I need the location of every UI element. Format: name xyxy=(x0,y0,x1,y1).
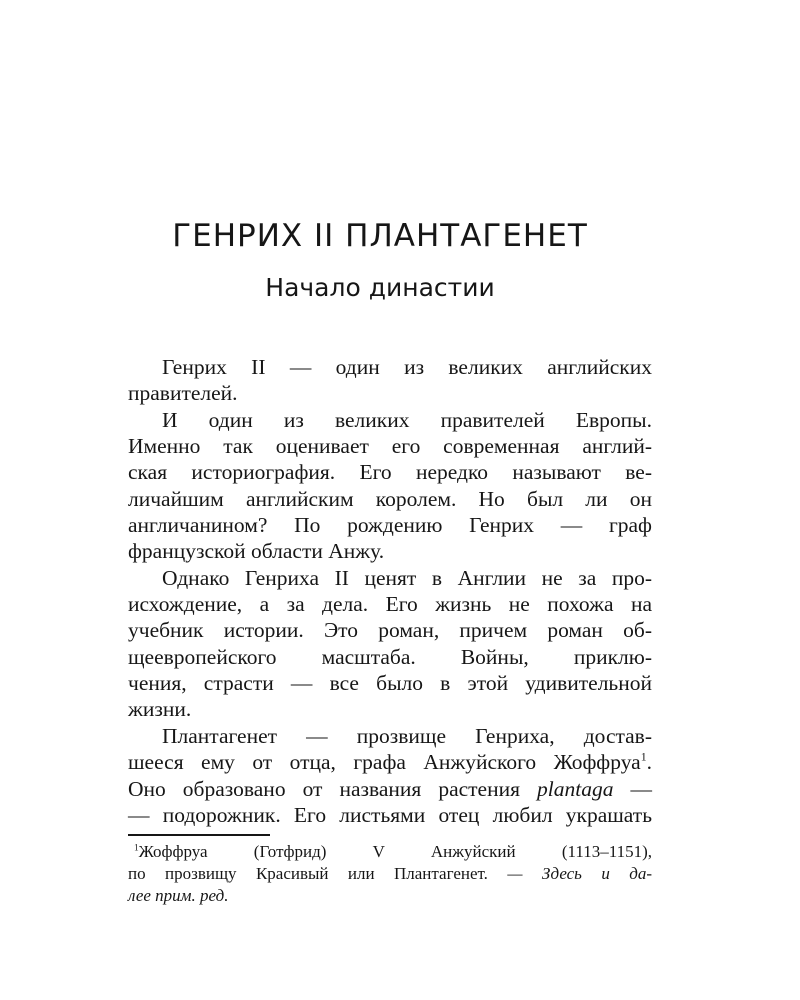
text-line-dash: — xyxy=(613,776,652,801)
text-line: Именно так оценивает его современная англий- xyxy=(128,434,652,459)
footnote-text: по прозвищу Красивый или Плантагенет. xyxy=(128,864,508,883)
footnote-editor-note: — Здесь и да- xyxy=(507,864,652,883)
text-line: французской области Анжу. xyxy=(128,539,385,564)
text-line: ская историография. Его нередко называют ве- xyxy=(128,460,652,485)
footnote-text: Жоффруа (Готфрид) V Анжуйский (1113–1151), xyxy=(138,842,652,861)
chapter-title: ГЕНРИХ II ПЛАНТАГЕНЕТ xyxy=(172,218,588,254)
footnote-line: лее прим. ред. xyxy=(128,886,229,905)
footnote-line xyxy=(128,863,652,885)
text-line: личайшим английским королем. Но был ли он xyxy=(128,486,652,511)
text-line: шееся ему от отца, графа Анжуйского Жоффруа$^1$. xyxy=(128,749,652,775)
text-line: англичанином? По рождению Генрих — граф xyxy=(128,513,652,538)
footnote-reference[interactable]: 1 xyxy=(640,749,647,764)
text-line: Однако Генриха II ценят в Англии не за про- xyxy=(162,565,652,590)
text-line: Генрих II — один из великих английских xyxy=(162,355,652,379)
text-line: — подорожник. Его листьями отец любил украшать xyxy=(128,802,652,827)
latin-term: plantaga xyxy=(537,776,614,801)
footnote-line xyxy=(128,841,652,863)
text-line-content: шееся ему от отца, графа Анжуйского Жоффруа xyxy=(128,750,641,775)
text-line: жизни. xyxy=(128,697,192,722)
text-line: щеевропейского масштаба. Войны, приклю- xyxy=(128,644,652,669)
text-line-content: Оно образовано от названия растения xyxy=(128,776,538,801)
text-line: Плантагенет — прозвище Генриха, достав- xyxy=(162,723,652,748)
text-line: чения, страсти — все было в этой удивительной xyxy=(128,671,652,696)
text-line: учебник истории. Это роман, причем роман об- xyxy=(128,618,652,643)
text-line xyxy=(128,776,652,802)
chapter-subtitle: Начало династии xyxy=(265,273,495,302)
text-line: И один из великих правителей Европы. xyxy=(162,407,652,432)
body-text xyxy=(128,354,652,828)
footnote-marker: 1 xyxy=(134,843,139,854)
footnote-divider xyxy=(128,834,270,836)
footnote xyxy=(128,841,652,907)
text-line: правителей. xyxy=(128,381,238,406)
text-line: исхождение, а за дела. Его жизнь не похожа на xyxy=(128,592,652,617)
